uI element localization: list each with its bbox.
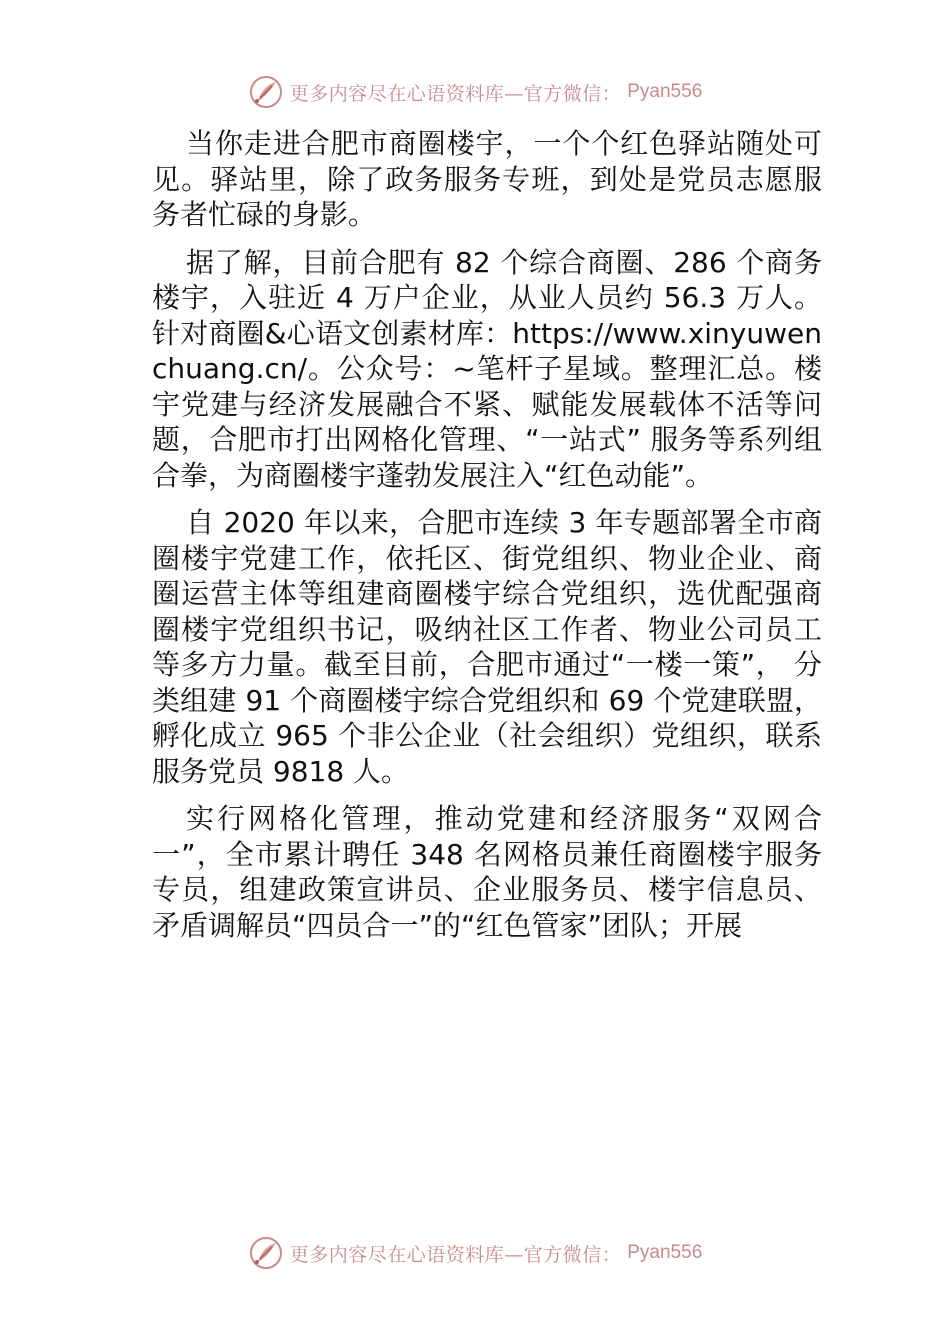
feather-seal-icon (248, 1235, 284, 1271)
paragraph-4: 实行网格化管理，推动党建和经济服务“双网合一”，全市累计聘任 348 名网格员兼任商圈楼宇服务专员，组建政策宣讲员、企业服务员、楼宇信息员、矛盾调解员“四员合一”的“红色管家”团队；开展 (152, 802, 822, 942)
watermark-text: 更多内容尽在心语资料库—官方微信： (289, 1243, 622, 1266)
watermark-wechat-id: Pyan556 (627, 1242, 703, 1263)
feather-seal-icon (248, 74, 284, 110)
footer-watermark (0, 1233, 950, 1273)
paragraph-1: 当你走进合肥市商圈楼宇，一个个红色驿站随处可见。驿站里，除了政务服务专班，到处是党员志愿服务者忙碌的身影。 (152, 127, 822, 231)
article-body (152, 126, 822, 943)
header-watermark (0, 72, 950, 112)
watermark-wechat-id: Pyan556 (627, 81, 703, 102)
paragraph-3: 自 2020 年以来，合肥市连续 3 年专题部署全市商圈楼宇党建工作，依托区、街党组织、物业企业、商圈运营主体等组建商圈楼宇综合党组织，选优配强商圈楼宇党组织书记，吸纳社区工作者、物业公司员工等多方力量。截至目前，合肥市通过“一楼一策”， 分类组建 91 个商圈楼宇综合党组织和 69 个党建联盟，孵化成立 965 个非公企业（社会组织）党组织，联系服务党员 9818 人。 (152, 506, 822, 788)
watermark-text: 更多内容尽在心语资料库—官方微信： (289, 82, 622, 105)
paragraph-2: 据了解，目前合肥有 82 个综合商圈、286 个商务楼宇，入驻近 4 万户企业，从业人员约 56.3 万人。针对商圈&心语文创素材库：https://www.xinyuwenchuang.cn/。公众号：~笔杆子星域。整理汇总。楼宇党建与经济发展融合不紧、赋能发展载体不活等问题，合肥市打出网格化管理、“一站式” 服务等系列组合拳，为商圈楼宇蓬勃发展注入“红色动能”。 (152, 245, 822, 492)
